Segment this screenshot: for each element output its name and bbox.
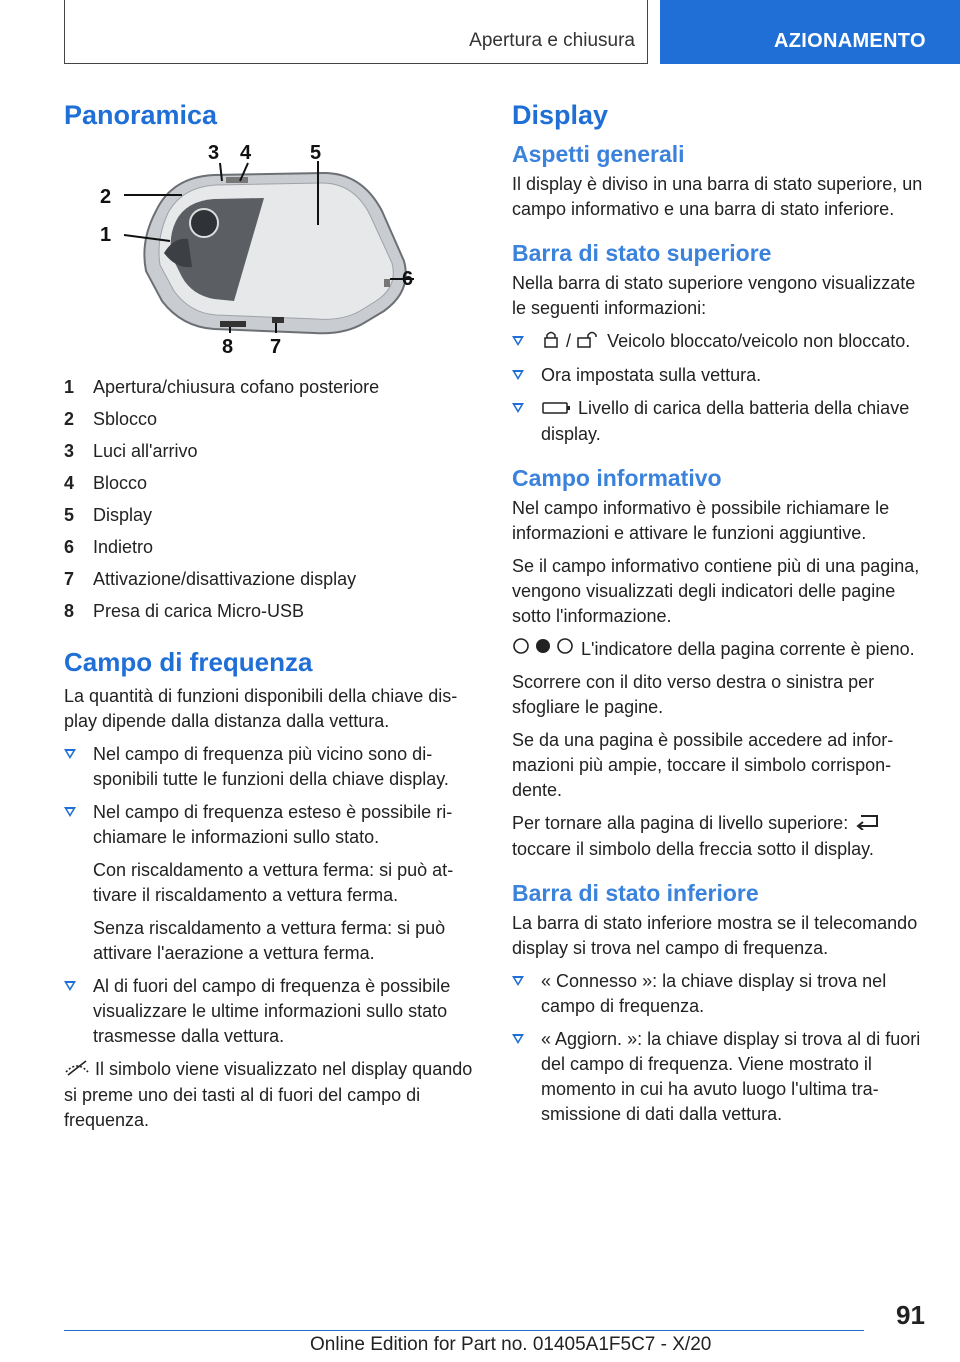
frequency-bullets-2 <box>64 974 479 1049</box>
footer-divider <box>64 1330 864 1331</box>
page-indicator-icon <box>512 637 576 662</box>
bullet-triangle-icon <box>512 370 524 380</box>
list-item: Nel campo di frequenza esteso è possibile richiamare le informazioni sullo stato. <box>64 800 479 850</box>
overview-title: Panoramica <box>64 100 218 130</box>
footer-edition: Online Edition for Part no. 01405A1F5C7 - X/20 <box>310 1334 712 1355</box>
frequency-intro: La quantità di funzioni disponibili della chiave display dipende dalla distanza dalla vettura. <box>64 686 458 731</box>
bottom-status-bullets <box>512 969 932 1127</box>
legend-item: 1 Apertura/chiusura cofano posteriore <box>64 377 380 397</box>
general-title: Aspetti generali <box>512 141 685 167</box>
bullet-triangle-icon <box>512 1034 524 1044</box>
legend-item: 4 Blocco <box>64 473 148 493</box>
callout-5: 5 <box>310 142 322 164</box>
header-chapter-label: AZIONAMENTO <box>774 30 926 52</box>
frequency-range-title: Campo di frequenza <box>64 647 313 677</box>
display-key-figure <box>64 141 414 363</box>
legend-item: 2 Sblocco <box>64 409 158 429</box>
frequency-note: Il simbolo viene visualizzato nel display quando si preme uno dei tasti al di fuori del campo di frequenza. <box>64 1059 473 1130</box>
info-field-title: Campo informativo <box>512 464 722 491</box>
callout-3: 3 <box>208 142 220 164</box>
lock-open-icon <box>576 330 602 355</box>
legend-item: 8 Presa di carica Micro-USB <box>64 601 305 621</box>
info-paragraph: Per tornare alla pagina di livello superiore: toccare il simbolo della freccia sotto il display. <box>512 811 932 862</box>
info-paragraph: L'indicatore della pagina corrente è pieno. <box>512 637 932 663</box>
general-text: Il display è diviso in una barra di stato superiore, un campo informativo e una barra di stato inferiore. <box>512 174 923 219</box>
legend-item: 5 Display <box>64 505 153 525</box>
list-item: « Aggiorn. »: la chiave display si trova al di fuori del campo di frequenza. Viene mostrato il momento in cui ha avuto luogo l'ultima trasmissione di dati dalla vettura. <box>512 1027 932 1127</box>
info-paragraph: Se il campo informativo contiene più di una pagina, vengono visualizzati degli indicatori delle pagine sotto l'informazione. <box>512 555 920 626</box>
lock-separator: / <box>566 331 572 351</box>
legend-item: 3 Luci all'arrivo <box>64 441 198 461</box>
info-paragraph: Nel campo informativo è possibile richiamare le informazioni e attivare le funzioni aggiuntive. <box>512 497 890 543</box>
display-key-illustration <box>64 141 414 363</box>
info-paragraph: Scorrere con il dito verso destra o sinistra per sfogliare le pagine. <box>512 672 875 718</box>
bottom-status-bar-intro: La barra di stato inferiore mostra se il telecomando display si trova nel campo di frequenza. <box>512 913 918 958</box>
out-of-range-icon <box>64 1058 90 1083</box>
top-status-bullets <box>512 329 932 447</box>
callout-7: 7 <box>270 336 282 358</box>
bullet-triangle-icon <box>64 981 76 991</box>
legend-item: 6 Indietro <box>64 537 154 557</box>
callout-6: 6 <box>402 268 414 290</box>
list-item: Nel campo di frequenza più vicino sono disponibili tutte le funzioni della chiave display. <box>64 742 479 792</box>
top-status-bar-intro: Nella barra di stato superiore vengono visualizzate le seguenti informazioni: <box>512 273 916 318</box>
lock-closed-icon <box>541 330 561 355</box>
list-item: Al di fuori del campo di frequenza è possibile visualizzare le ultime informazioni sullo stato trasmesse dalla vettura. <box>64 974 479 1049</box>
display-title: Display <box>512 100 609 130</box>
callout-2: 2 <box>100 186 112 208</box>
left-column <box>64 100 479 1141</box>
right-column <box>512 100 932 1135</box>
bullet-triangle-icon <box>64 807 76 817</box>
header-section-title: Apertura e chiusura <box>469 30 635 51</box>
bullet-triangle-icon <box>512 976 524 986</box>
page-number: 91 <box>896 1300 925 1330</box>
legend-item: 7 Attivazione/disattivazione display <box>64 569 357 589</box>
callout-1: 1 <box>100 224 112 246</box>
list-item: Ora impostata sulla vettura. <box>512 363 932 388</box>
figure-legend <box>64 371 479 627</box>
header-chapter-tab <box>660 0 960 64</box>
bullet-triangle-icon <box>64 749 76 759</box>
frequency-bullets <box>64 742 479 850</box>
header-section-box <box>64 0 648 64</box>
battery-icon <box>541 397 573 422</box>
list-item: / Veicolo bloccato/veicolo non bloccato. <box>512 329 932 355</box>
callout-8: 8 <box>222 336 234 358</box>
info-paragraph: Se da una pagina è possibile accedere ad informazioni più ampie, toccare il simbolo corrispondente. <box>512 730 894 801</box>
list-item: Livello di carica della batteria della chiave display. <box>512 396 932 447</box>
bottom-status-bar-title: Barra di stato inferiore <box>512 880 759 906</box>
bullet-triangle-icon <box>512 336 524 346</box>
top-status-bar-title: Barra di stato superiore <box>512 240 772 266</box>
frequency-sub-paragraph: Con riscaldamento a vettura ferma: si può attivare il riscaldamento a vettura ferma. <box>93 860 454 905</box>
callout-4: 4 <box>240 142 252 164</box>
frequency-sub-paragraph: Senza riscaldamento a vettura ferma: si può attivare l'aerazione a vettura ferma. <box>93 918 446 963</box>
list-item: « Connesso »: la chiave display si trova nel campo di frequenza. <box>512 969 932 1019</box>
back-arrow-icon <box>853 812 883 837</box>
bullet-triangle-icon <box>512 403 524 413</box>
